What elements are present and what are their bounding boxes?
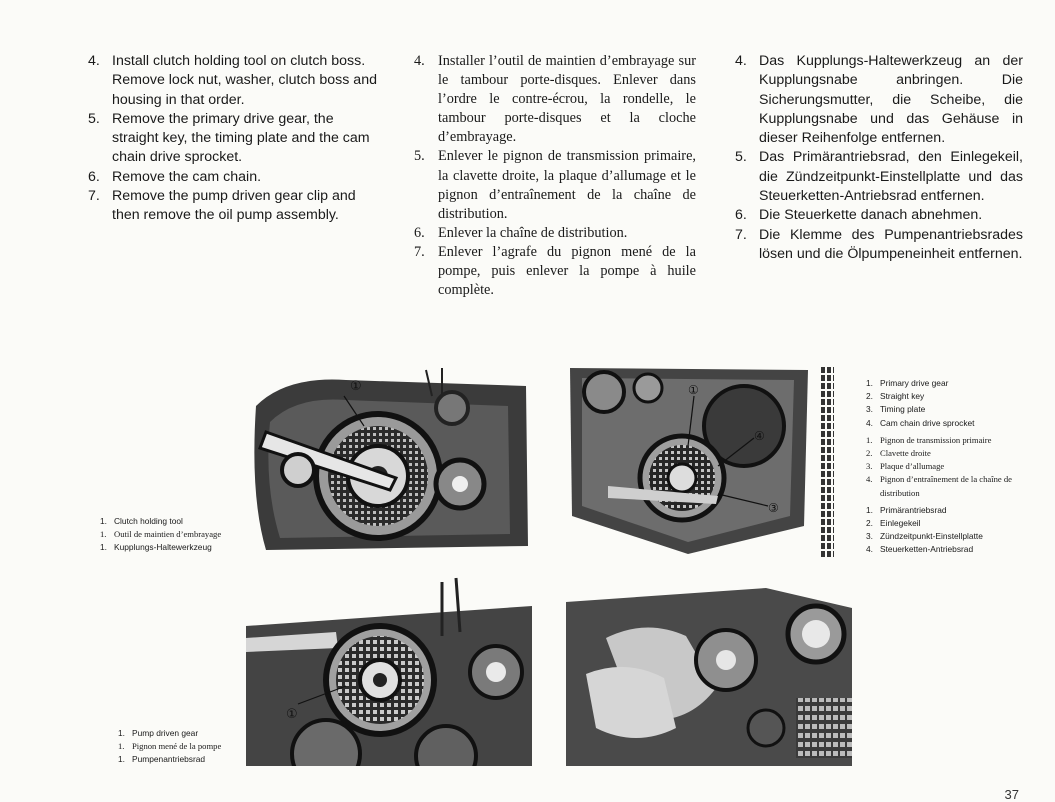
caption-item: 1. Primärantriebsrad [866, 504, 947, 515]
caption-item: 4. Steuerketten-Antriebsrad [866, 544, 974, 555]
photo2-callout-1: ① [688, 383, 699, 397]
caption-clutch-tool-en: 1. Clutch holding tool [100, 516, 183, 526]
caption-pump-gear-de: 1. Pumpenantriebsrad [118, 754, 206, 765]
step-4-en: 4. Install clutch holding tool on clutch boss. Remove lock nut, washer, clutch boss and housing in that order. [88, 53, 377, 108]
step-5-en: 5. Remove the primary drive gear, the straight key, the timing plate and the cam chain drive sprocket. [88, 110, 370, 166]
step-4-de: 4. Das Kupplungs-Haltewerkzeug an der Kupplungsnabe anbringen. Die Sicherungsmutter, die Scheibe, die Kupplungsnabe und das Gehäuse in dieser Reihenfolge entfernen. [735, 53, 1023, 147]
german-instructions [735, 52, 1023, 264]
caption-primary-gear-de [866, 504, 1016, 557]
caption-item: 1. Pignon de transmission primaire [866, 434, 992, 445]
photo-primary-drive-gear [568, 366, 852, 558]
step-5-fr: 5. Enlever le pignon de transmission primaire, la clavette droite, la plaque d’allumage et le pignon d’entraînement de la chaîne de distribution. [414, 148, 696, 222]
step-5-de: 5. Das Primärantriebsrad, den Einlegekeil, die Zündzeitpunkt-Einstellplatte und das Steuerketten-Antriebsrad entfernen. [735, 149, 1023, 205]
caption-primary-gear [866, 377, 1016, 561]
caption-primary-gear-en [866, 377, 1016, 430]
caption-item: 4. Pignon d’entraînement de la chaîne de distribution [866, 474, 1012, 498]
step-6-en: 6. Remove the cam chain. [88, 168, 262, 185]
step-7-de: 7. Die Klemme des Pumpenantriebsrades lösen und die Ölpumpeneinheit entfernen. [735, 226, 1023, 262]
page-number: 37 [1004, 787, 1019, 802]
caption-pump-gear-en: 1. Pump driven gear [118, 728, 199, 738]
photo-callout-1: ① [350, 379, 362, 394]
caption-clutch-tool [100, 515, 250, 555]
caption-item: 3. Zündzeitpunkt-Einstellplatte [866, 531, 983, 542]
caption-item: 2. Einlegekeil [866, 518, 921, 529]
step-7-fr: 7. Enlever l’agrafe du pignon mené de la pompe, puis enlever la pompe à huile complète. [414, 243, 696, 299]
photo2-callout-4: ④ [754, 429, 765, 443]
step-4-fr: 4. Installer l’outil de maintien d’embrayage sur le tambour porte-disques. Enlever dans l’ordre le contre-écrou, la rondelle, le tambour porte-disques et la cloche d’embrayage. [414, 53, 696, 146]
photo3-callout-1: ① [286, 707, 298, 722]
caption-item: 2. Clavette droite [866, 448, 931, 459]
caption-item: 3. Plaque d’allumage [866, 461, 945, 472]
caption-item: 4. Cam chain drive sprocket [866, 417, 975, 428]
english-instructions [88, 52, 383, 226]
caption-item: 3. Timing plate [866, 404, 926, 415]
caption-pump-gear [118, 727, 248, 767]
step-6-fr: 6. Enlever la chaîne de distribution. [414, 224, 628, 241]
step-6-de: 6. Die Steuerkette danach abnehmen. [735, 207, 983, 224]
step-7-en: 7. Remove the pump driven gear clip and then remove the oil pump assembly. [88, 188, 356, 224]
french-instructions [414, 52, 696, 300]
photo-oil-pump-removal [566, 578, 852, 766]
photo2-callout-3: ③ [768, 501, 779, 515]
caption-primary-gear-fr [866, 434, 1016, 500]
caption-clutch-tool-de: 1. Kupplungs-Haltewerkzeug [100, 542, 212, 553]
caption-pump-gear-fr: 1. Pignon mené de la pompe [118, 741, 222, 752]
caption-clutch-tool-fr: 1. Outil de maintien d’embrayage [100, 529, 222, 540]
caption-item: 2. Straight key [866, 391, 925, 402]
photo-clutch-holding-tool [246, 366, 532, 552]
photo-pump-driven-gear [246, 576, 532, 766]
caption-item: 1. Primary drive gear [866, 378, 949, 388]
